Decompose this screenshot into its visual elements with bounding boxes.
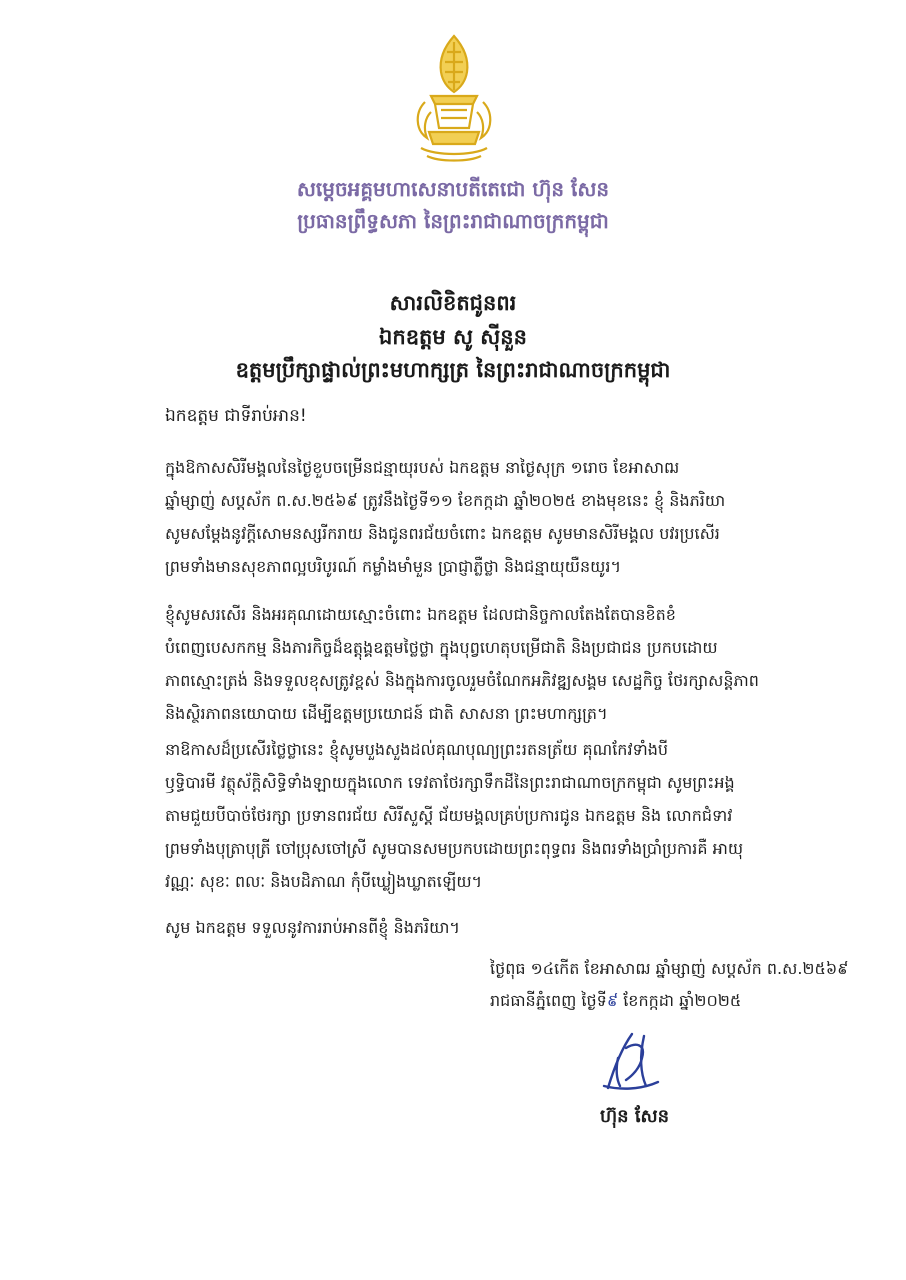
paragraph-line: វណ្ណៈ សុខៈ ពលៈ និងបដិភាណ កុំបីឃ្លៀងឃ្លាតឡើយ។ xyxy=(165,872,483,891)
paragraph-line: សូមសម្តែងនូវក្តីសោមនស្សរីករាយ និងជូនពរជ័យចំពោះ ឯកឧត្តម សូមមានសិរីមង្គល បវរប្រសើរ xyxy=(165,524,720,543)
sender-title: សម្ដេចអគ្គមហាសេនាបតីតេជោ ហ៊ុន សែន xyxy=(296,177,610,201)
solar-date-day: ៩ xyxy=(606,991,619,1010)
paragraph-1 xyxy=(165,451,805,583)
paragraph-line: តាមជួយបីបាច់ថែរក្សា ប្រទានពរជ័យ សិរីសួស្តី ជ័យមង្គលគ្រប់ប្រការជូន ឯកឧត្តម និង លោកជំទាវ xyxy=(165,806,733,825)
recipient-position: ឧត្តមប្រឹក្សាផ្ទាល់ព្រះមហាក្សត្រ នៃព្រះរាជាណាចក្រកម្ពុជា xyxy=(235,358,671,382)
recipient-name: ឯកឧត្តម សូ ស៊ីនួន xyxy=(379,325,527,349)
paragraph-line: ភាពស្មោះត្រង់ និងទទួលខុសត្រូវខ្ពស់ និងក្នុងការចូលរួមចំណែកអភិវឌ្ឍសង្គម សេដ្ឋកិច្ច ថែរក្សាសន្តិភាព xyxy=(165,671,759,690)
royal-emblem-icon xyxy=(405,32,503,164)
paragraph-line: ក្នុងឱកាសសិរីមង្គលនៃថ្ងៃខួបចម្រើនជន្មាយុរបស់ ឯកឧត្តម នាថ្ងៃសុក្រ ១រោច ខែអាសាឍ xyxy=(165,458,680,477)
solar-date-suffix: ខែកក្កដា ឆ្នាំ២០២៥ xyxy=(618,991,742,1010)
sender-position: ប្រធានព្រឹទ្ធសភា នៃព្រះរាជាណាចក្រកម្ពុជា xyxy=(297,209,609,233)
paragraph-line: សូម ឯកឧត្តម ទទួលនូវការរាប់អានពីខ្ញុំ និងភរិយា។ xyxy=(165,918,460,937)
letter-title: សារលិខិតជូនពរ xyxy=(389,291,517,315)
signer-name: ហ៊ុន សែន xyxy=(600,1106,670,1127)
paragraph-line: ព្រមទាំងមានសុខភាពល្អបរិបូរណ៍ កម្លាំងមាំមួន ប្រាជ្ញាភ្លឺថ្លា និងជន្មាយុយឺនយូរ។ xyxy=(165,557,622,576)
paragraph-line: បំពេញបេសកកម្ម និងភារកិច្ចដ៏ឧត្តុង្គឧត្តមថ្លៃថ្លា ក្នុងបុព្វហេតុបម្រើជាតិ និងប្រជាជន ប្រកបដោយ xyxy=(165,638,718,657)
paragraph-4 xyxy=(165,911,805,944)
paragraph-3 xyxy=(165,733,805,898)
solar-date-prefix: រាជធានីភ្នំពេញ ថ្ងៃទី xyxy=(490,991,607,1010)
paragraph-line: ឫទ្ធិបារមី វត្ថុស័ក្តិសិទ្ធិទាំងឡាយក្នុងលោក ទេវតាថែរក្សាទឹកដីនៃព្រះរាជាណាចក្រកម្ពុជា សូមព្រះអង្គ xyxy=(165,773,735,792)
paragraph-line: និងស្ថិរភាពនយោបាយ ដើម្បីឧត្តមប្រយោជន៍ ជាតិ សាសនា ព្រះមហាក្សត្រ។ xyxy=(165,704,608,723)
lunar-date: ថ្ងៃពុធ ១៤កើត ខែអាសាឍ ឆ្នាំម្សាញ់ សប្តស័ក ព.ស.២៥៦៩ xyxy=(490,959,849,978)
salutation: ឯកឧត្តម ជាទីរាប់អាន! xyxy=(165,406,307,426)
paragraph-line: នាឱកាសដ៏ប្រសើរថ្លៃថ្លានេះ ខ្ញុំសូមបួងសួងដល់គុណបុណ្យព្រះរតនត្រ័យ គុណកែវទាំងបី xyxy=(165,740,669,759)
solar-date xyxy=(490,990,741,1014)
signature-icon xyxy=(596,1028,666,1098)
paragraph-2 xyxy=(165,598,805,730)
paragraph-line: ឆ្នាំម្សាញ់ សប្តស័ក ព.ស.២៥៦៩ ត្រូវនឹងថ្ងៃទី១១ ខែកក្កដា ឆ្នាំ២០២៥ ខាងមុខនេះ ខ្ញុំ និងភរិយា xyxy=(165,491,726,510)
paragraph-line: ព្រមទាំងបុត្រាបុត្រី ចៅប្រុសចៅស្រី សូមបានសមប្រកបដោយព្រះពុទ្ធពរ និងពរទាំងប្រាំប្រការគឺ អាយុ xyxy=(165,839,744,858)
paragraph-line: ខ្ញុំសូមសរសើរ និងអរគុណដោយស្មោះចំពោះ ឯកឧត្តម ដែលជានិច្ចកាលតែងតែបានខិតខំ xyxy=(165,605,676,624)
